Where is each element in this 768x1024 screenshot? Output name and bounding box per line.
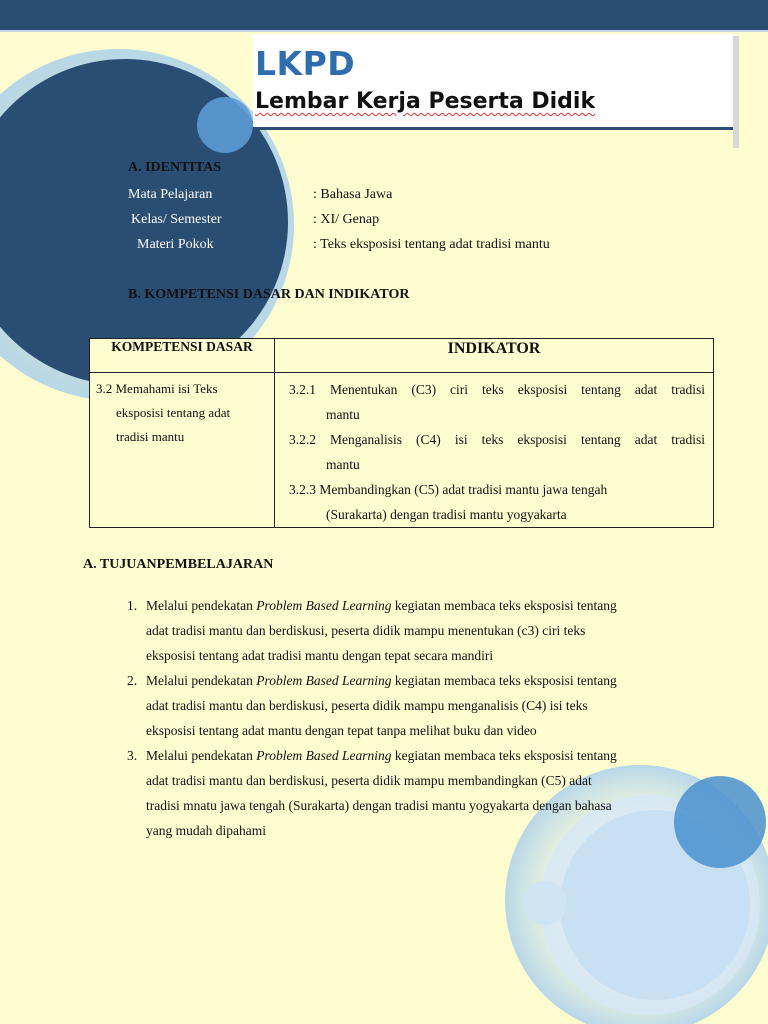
indikator-line: 3.2.1 Menentukan (C3) ciri teks eksposisi tentang adat tradisi [289, 382, 705, 397]
identitas-heading: A. IDENTITAS [128, 160, 222, 175]
list-number: 3. [127, 748, 138, 763]
goal-line: adat tradisi mantu dan berdiskusi, peserta didik mampu membandingkan (C5) adat [146, 773, 592, 788]
goal-line: eksposisi tentang adat mantu dengan tepat tanpa melihat buku dan video [146, 723, 537, 738]
table-header-kd: KOMPETENSI DASAR [90, 339, 275, 373]
kd-cell [90, 373, 275, 528]
identitas-label: Kelas/ Semester [131, 212, 222, 227]
tujuan-list [127, 593, 687, 843]
list-item [127, 593, 687, 668]
goal-line: Melalui pendekatan Problem Based Learning kegiatan membaca teks eksposisi tentang [146, 673, 617, 688]
deco-dot-small [523, 881, 567, 925]
list-number: 1. [127, 598, 138, 613]
kd-line: eksposisi tentang adat [116, 405, 231, 420]
identitas-value: : XI/ Genap [313, 212, 380, 227]
goal-line: eksposisi tentang adat tradisi mantu dengan tepat secara mandiri [146, 648, 494, 663]
goal-line: Melalui pendekatan Problem Based Learning kegiatan membaca teks eksposisi tentang [146, 598, 617, 613]
tujuan-heading: A. TUJUANPEMBELAJARAN [83, 557, 274, 572]
page-title: LKPD [255, 44, 356, 83]
indikator-cell [275, 373, 714, 528]
goal-line: tradisi mnatu jawa tengah (Surakarta) dengan tradisi mantu yogyakarta dengan bahasa [146, 798, 612, 813]
list-item [127, 743, 687, 843]
identitas-value: : Bahasa Jawa [313, 187, 393, 202]
deco-dot-right [674, 776, 766, 868]
kd-line: tradisi mantu [116, 429, 185, 444]
indikator-line: mantu [326, 407, 360, 422]
list-item [127, 668, 687, 743]
indikator-line: 3.2.2 Menganalisis (C4) isi teks eksposisi tentang adat tradisi [289, 432, 705, 447]
indikator-line: (Surakarta) dengan tradisi mantu yogyakarta [326, 507, 567, 522]
goal-line: Melalui pendekatan Problem Based Learning kegiatan membaca teks eksposisi tentang [146, 748, 617, 763]
kompetensi-table [89, 338, 714, 528]
goal-line: adat tradisi mantu dan berdiskusi, peserta didik mampu menganalisis (C4) isi teks [146, 698, 588, 713]
indikator-line: mantu [326, 457, 360, 472]
goal-line: adat tradisi mantu dan berdiskusi, peserta didik mampu menentukan (c3) ciri teks [146, 623, 586, 638]
list-number: 2. [127, 673, 138, 688]
identitas-label: Materi Pokok [137, 237, 214, 252]
kompetensi-heading: B. KOMPETENSI DASAR DAN INDIKATOR [128, 287, 410, 302]
identitas-value: : Teks eksposisi tentang adat tradisi mantu [313, 237, 550, 252]
identitas-label: Mata Pelajaran [128, 187, 213, 202]
deco-dot-left [197, 97, 253, 153]
indikator-line: 3.2.3 Membandingkan (C5) adat tradisi mantu jawa tengah [289, 482, 608, 497]
goal-line: yang mudah dipahami [146, 823, 266, 838]
header-side-rule [733, 36, 739, 148]
kd-line: 3.2 Memahami isi Teks [96, 381, 218, 396]
table-header-indikator: INDIKATOR [275, 339, 714, 373]
page-subtitle: Lembar Kerja Peserta Didik [255, 89, 596, 114]
